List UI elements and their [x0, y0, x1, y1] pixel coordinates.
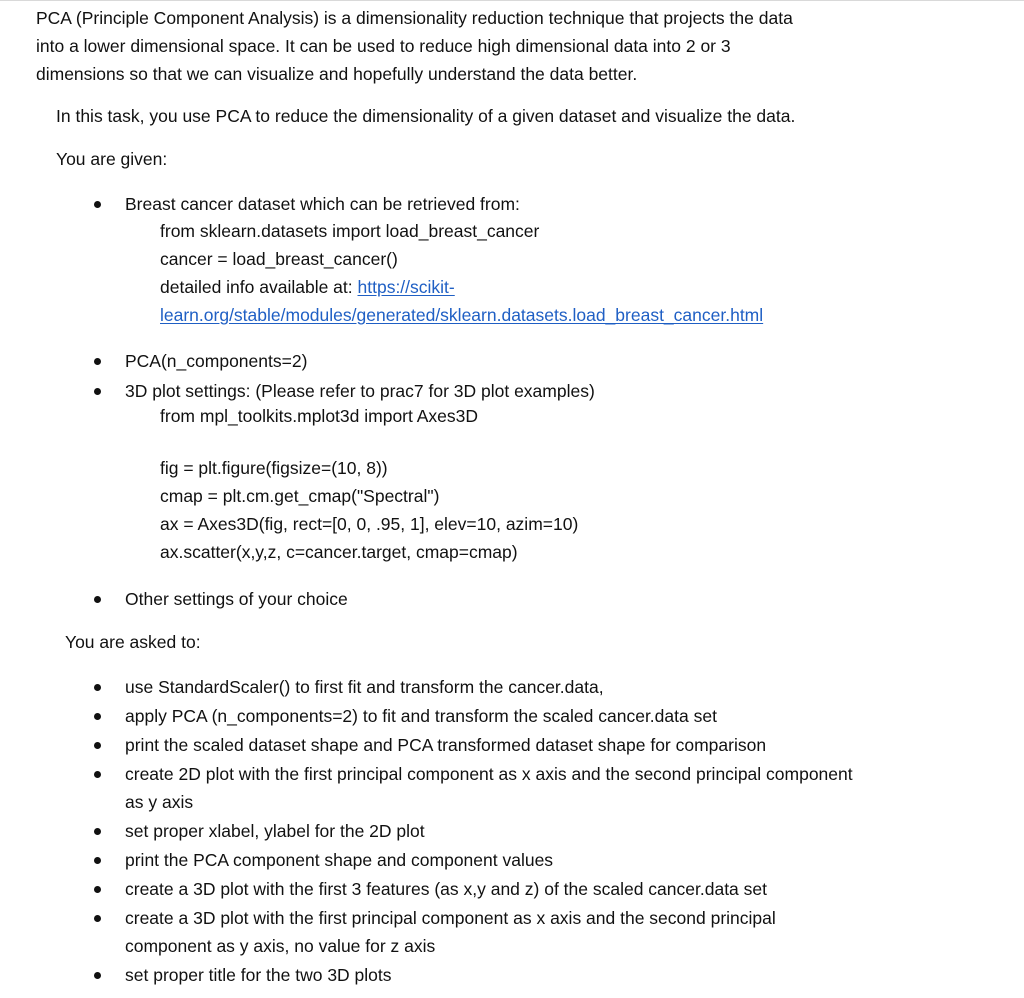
asked-item [94, 731, 885, 759]
asked-item [94, 961, 885, 989]
info-prefix: detailed info available at: [160, 277, 358, 297]
plot3d-import [160, 402, 920, 430]
asked-item [94, 846, 885, 874]
given-heading: You are given: [56, 149, 168, 169]
asked-item [94, 817, 885, 845]
code-line: cmap = plt.cm.get_cmap("Spectral") [160, 486, 440, 506]
intro-line: dimensions so that we can visualize and hopefully understand the data better. [36, 64, 638, 84]
code-line: fig = plt.figure(figsize=(10, 8)) [160, 458, 388, 478]
docs-link[interactable]: https://scikit- [357, 277, 455, 297]
info-line [160, 273, 920, 301]
asked-heading: You are asked to: [65, 632, 201, 652]
code-line: from sklearn.datasets import load_breast_cancer [160, 221, 540, 241]
asked-item [94, 702, 885, 730]
bullet-label: set proper title for the two 3D plots [125, 965, 392, 985]
bullet-label: create a 3D plot with the first principal component as x axis and the second principal component as y axis, no value for z axis [125, 908, 776, 956]
code-line: ax.scatter(x,y,z, c=cancer.target, cmap=cmap) [160, 542, 518, 562]
bullet-label: set proper xlabel, ylabel for the 2D plot [125, 821, 425, 841]
asked-item [94, 904, 865, 960]
bullet-label: create 2D plot with the first principal component as x axis and the second principal component as y axis [125, 764, 853, 812]
bullet-label: Breast cancer dataset which can be retrieved from: [125, 194, 520, 214]
intro-line: into a lower dimensional space. It can be used to reduce high dimensional data into 2 or 3 [36, 36, 731, 56]
plot3d-code-block [160, 454, 920, 566]
bullet-label: apply PCA (n_components=2) to fit and transform the scaled cancer.data set [125, 706, 717, 726]
code-line: from mpl_toolkits.mplot3d import Axes3D [160, 406, 479, 426]
info-line-continued [160, 301, 920, 329]
bullet-label: print the PCA component shape and component values [125, 850, 554, 870]
intro-line: PCA (Principle Component Analysis) is a dimensionality reduction technique that projects the data [36, 8, 793, 28]
asked-item [94, 673, 885, 701]
bullet-label: use StandardScaler() to first fit and transform the cancer.data, [125, 677, 604, 697]
bullet-label: Other settings of your choice [125, 589, 348, 609]
given-item-dataset [94, 190, 885, 218]
asked-item [94, 760, 855, 816]
dataset-details [160, 217, 920, 329]
bullet-label: 3D plot settings: (Please refer to prac7 for 3D plot examples) [125, 381, 595, 401]
intro-paragraph [36, 4, 976, 88]
code-line: ax = Axes3D(fig, rect=[0, 0, .95, 1], elev=10, azim=10) [160, 514, 579, 534]
given-item-other [94, 585, 885, 613]
asked-item [94, 875, 885, 903]
docs-link-continued[interactable]: learn.org/stable/modules/generated/sklearn.datasets.load_breast_cancer.html [160, 305, 764, 325]
bullet-label: PCA(n_components=2) [125, 351, 308, 371]
bullet-label: print the scaled dataset shape and PCA transformed dataset shape for comparison [125, 735, 767, 755]
given-item-pca [94, 347, 885, 375]
task-statement: In this task, you use PCA to reduce the dimensionality of a given dataset and visualize the data. [56, 106, 796, 126]
bullet-label: create a 3D plot with the first 3 features (as x,y and z) of the scaled cancer.data set [125, 879, 767, 899]
given-item-3d-plot [94, 377, 885, 405]
code-line: cancer = load_breast_cancer() [160, 249, 398, 269]
